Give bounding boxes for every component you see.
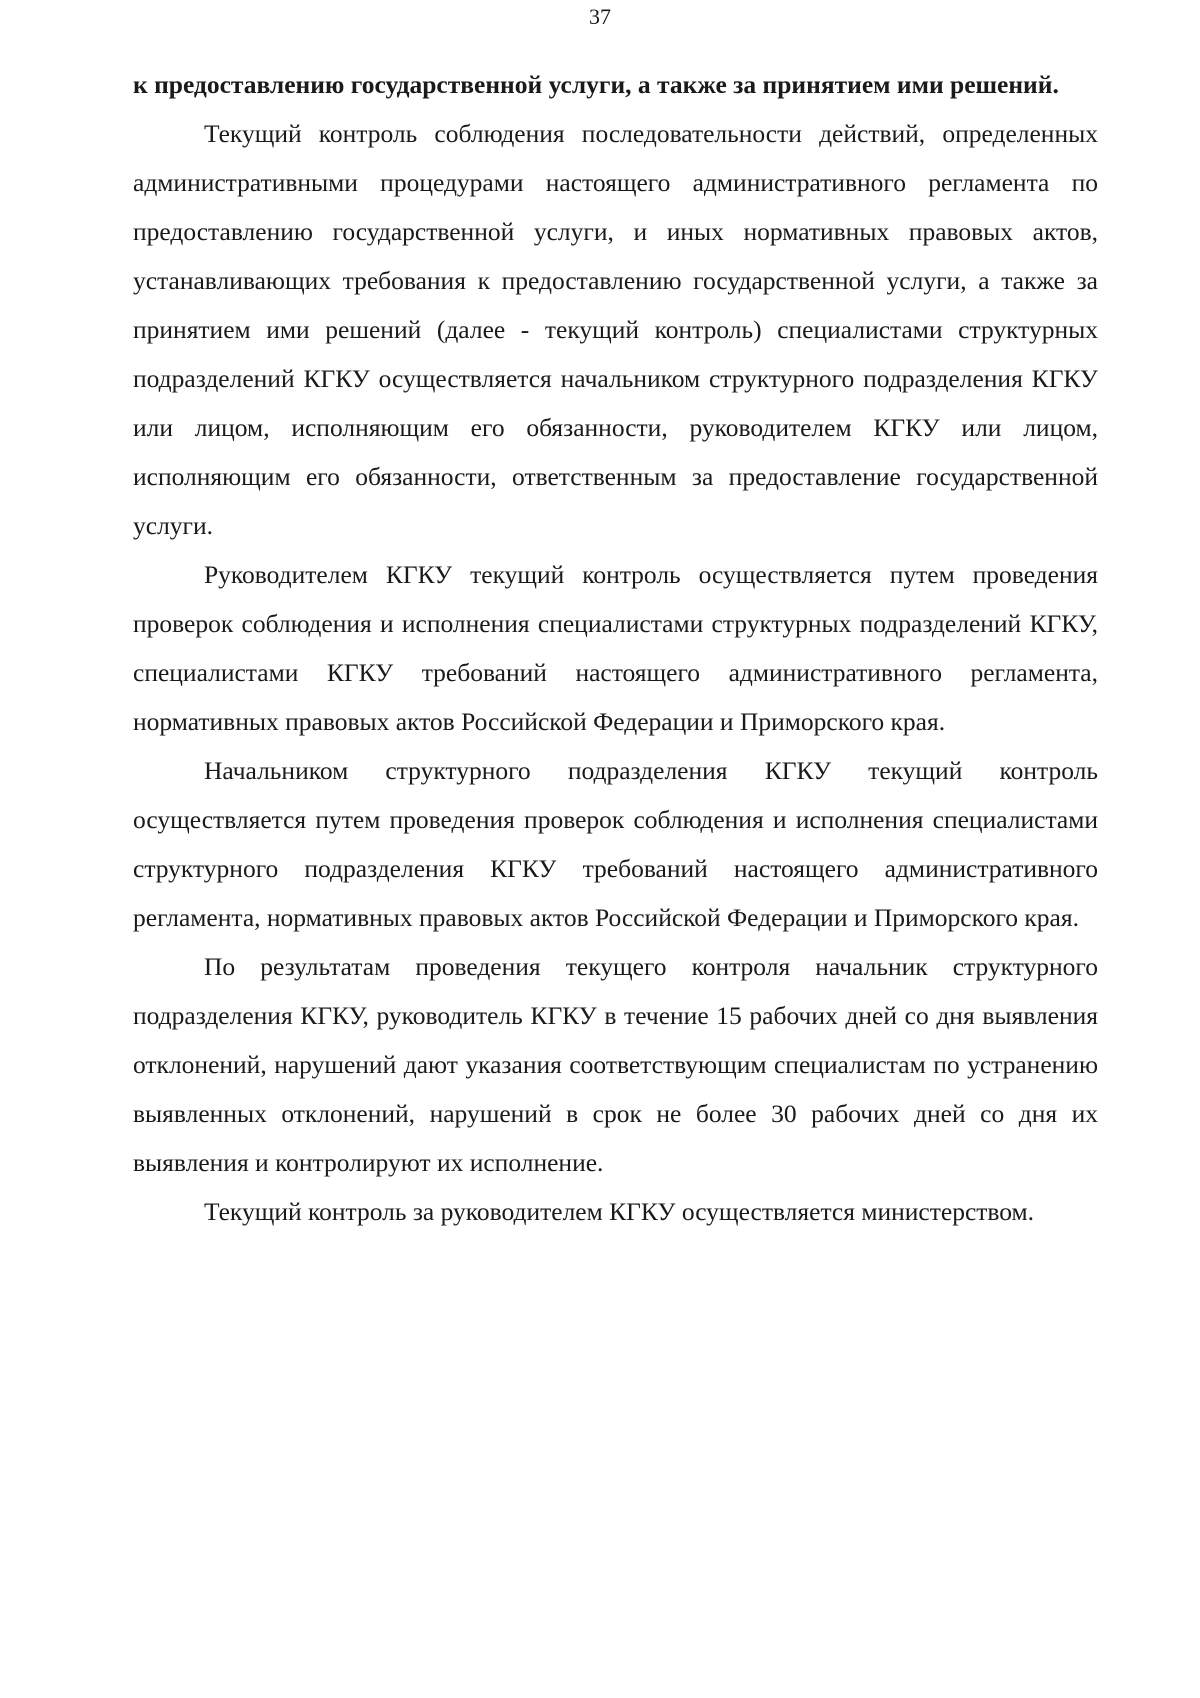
paragraph-division-head-control: Начальником структурного подразделения КГКУ текущий контроль осуществляется путем проведения проверок соблюдения и исполнения специалистами структурного подразделения КГКУ требований настоящего административного регламента, нормативных правовых актов Российской Федерации и Приморского края.: [133, 756, 1098, 932]
paragraph-control-results: По результатам проведения текущего контроля начальник структурного подразделения КГКУ, руководитель КГКУ в течение 15 рабочих дней со дня выявления отклонений, нарушений дают указания соответствующим специалистам по устранению выявленных отклонений, нарушений в срок не более 30 рабочих дней со дня их выявления и контролируют их исполнение.: [133, 952, 1098, 1177]
document-body: [133, 60, 1098, 1236]
paragraph-director-control: Руководителем КГКУ текущий контроль осуществляется путем проведения проверок соблюдения и исполнения специалистами структурных подразделений КГКУ, специалистами КГКУ требований настоящего административного регламента, нормативных правовых актов Российской Федерации и Приморского края.: [133, 560, 1098, 736]
paragraph-current-control-definition: Текущий контроль соблюдения последовательности действий, определенных административными процедурами настоящего административного регламента по предоставлению государственной услуги, и иных нормативных правовых актов, устанавливающих требования к предоставлению государственной услуги, а также за принятием ими решений (далее - текущий контроль) специалистами структурных подразделений КГКУ осуществляется начальником структурного подразделения КГКУ или лицом, исполняющим его обязанности, руководителем КГКУ или лицом, исполняющим его обязанности, ответственным за предоставление государственной услуги.: [133, 119, 1098, 540]
page-number: 37: [589, 4, 611, 29]
paragraph-ministry-control: Текущий контроль за руководителем КГКУ осуществляется министерством.: [204, 1197, 1035, 1226]
paragraph-continuation: к предоставлению государственной услуги, а также за принятием ими решений.: [133, 70, 1059, 99]
